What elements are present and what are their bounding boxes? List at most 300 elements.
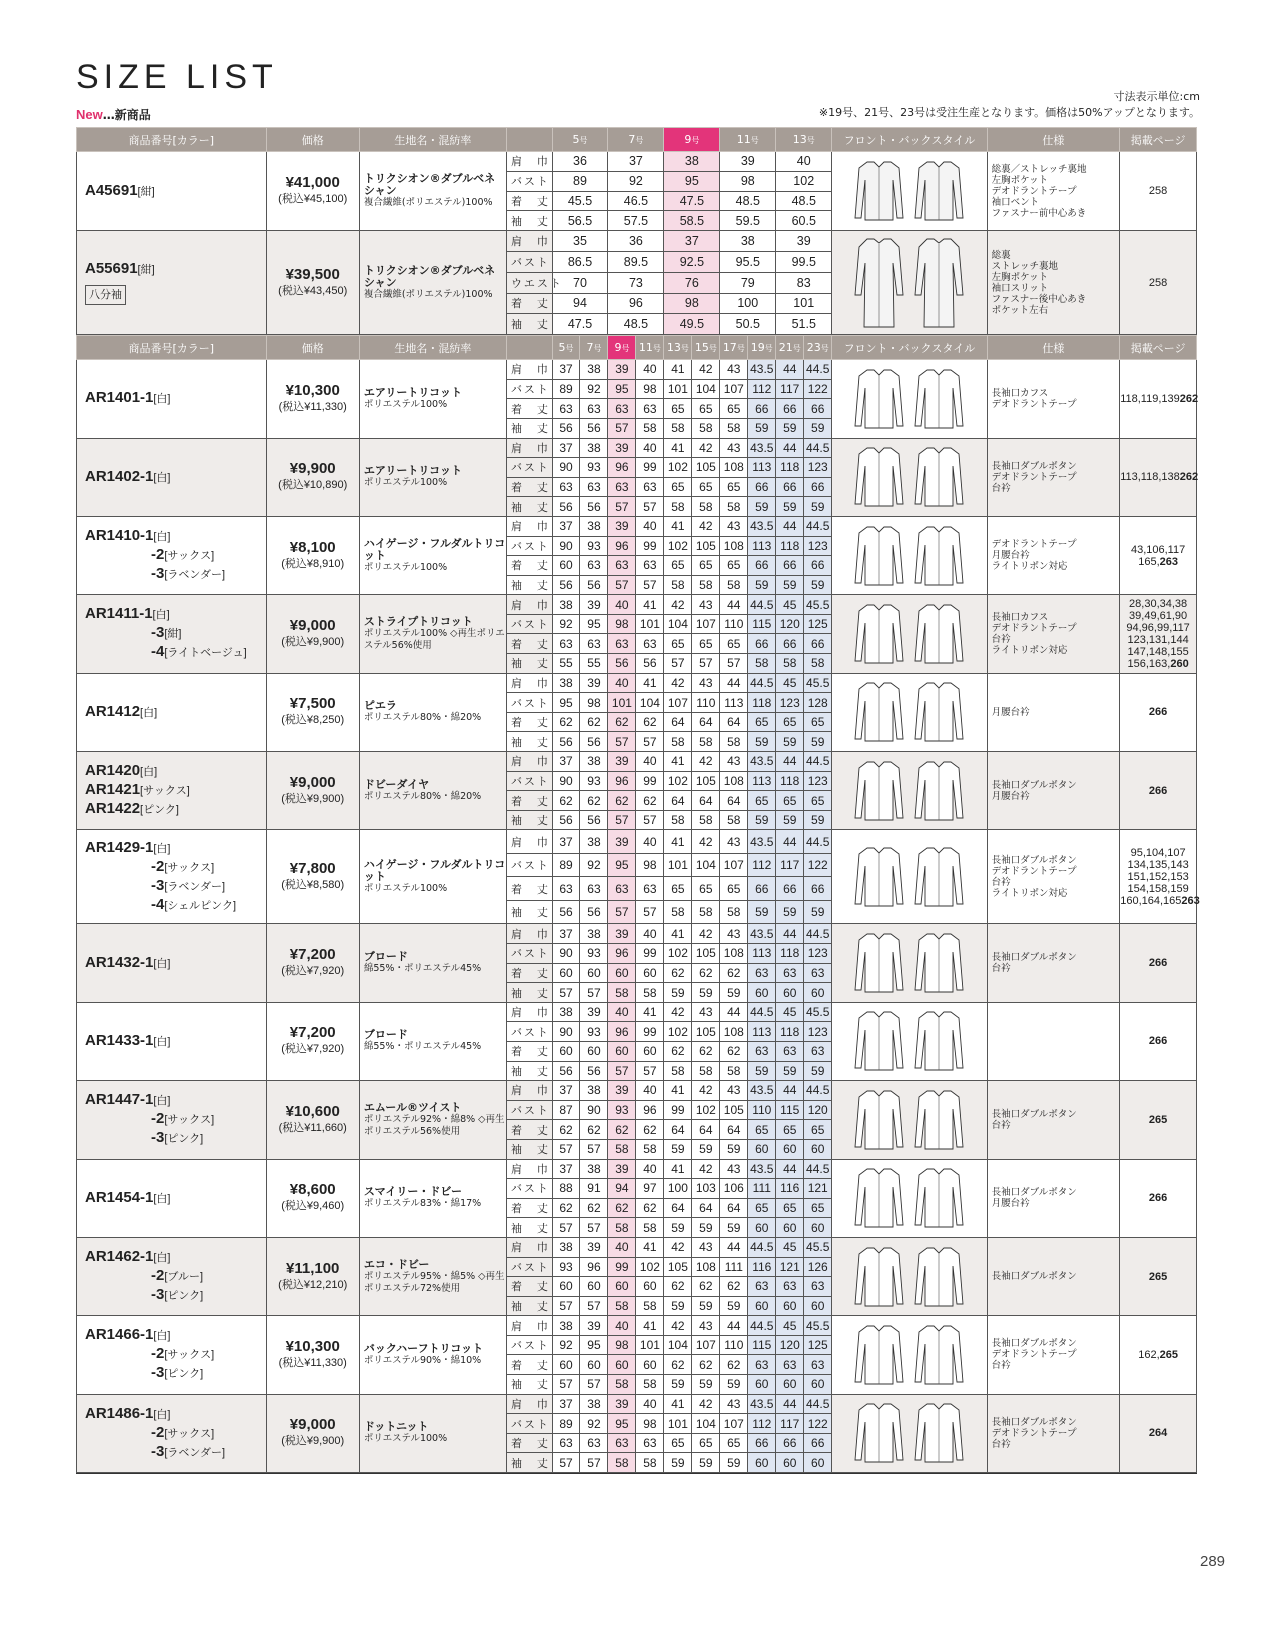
price-tax: (税込¥7,920) — [281, 1043, 345, 1056]
spec-item: デオドラントテープ — [991, 865, 1077, 877]
size-row — [77, 438, 1197, 458]
measure-value: 58 — [664, 810, 692, 830]
price-value: ¥9,900 — [289, 460, 336, 478]
measure-value: 47.5 — [552, 314, 608, 335]
measure-value: 112 — [748, 853, 776, 877]
code-color: [ラベンダー] — [164, 569, 226, 582]
measure-value: 64 — [720, 1198, 748, 1218]
measure-value: 113 — [748, 458, 776, 478]
measure-value: 62 — [580, 712, 608, 732]
code-number: AR1432-1 — [85, 953, 154, 971]
measure-value: 43.5 — [748, 516, 776, 536]
measure-value: 115 — [776, 1100, 804, 1120]
measure-label: バスト — [506, 171, 552, 191]
measure-value: 38 — [552, 1002, 580, 1022]
measure-value: 99 — [664, 1100, 692, 1120]
measure-value: 43.5 — [748, 1159, 776, 1179]
product-code-line — [85, 800, 266, 819]
measure-value: 43 — [692, 673, 720, 693]
fabric-detail: 複合繊維(ポリエステル)100% — [363, 288, 493, 300]
measure-value: 42 — [664, 1002, 692, 1022]
price-tax: (税込¥11,330) — [278, 1356, 347, 1369]
measure-value: 42 — [692, 438, 720, 458]
sleeve-tag: 八分袖 — [85, 285, 126, 305]
measure-value: 110 — [748, 1100, 776, 1120]
measure-value: 57 — [608, 575, 636, 595]
measure-value: 96 — [608, 536, 636, 556]
measure-value: 38 — [552, 595, 580, 615]
measure-value: 40 — [608, 1237, 636, 1257]
measure-value: 97 — [636, 1179, 664, 1199]
measure-value: 44 — [776, 360, 804, 380]
header-page: 掲載ページ — [1120, 128, 1197, 152]
product-pages — [1120, 1159, 1197, 1237]
measure-value: 44.5 — [804, 752, 832, 772]
fabric-detail: ポリエステル100% — [363, 477, 448, 489]
measure-value: 58 — [720, 418, 748, 438]
measure-label: バスト — [506, 536, 552, 556]
blouse-table — [76, 335, 1200, 1473]
measure-value: 56 — [552, 900, 580, 924]
style-illustration — [832, 152, 987, 231]
measure-value: 93 — [580, 1022, 608, 1042]
style-illustration — [832, 1002, 987, 1080]
code-color: [白] — [153, 957, 171, 970]
product-code — [77, 1394, 267, 1472]
fabric-name: スマイリー・ドビー — [363, 1185, 462, 1199]
product-code-line — [85, 624, 266, 643]
price-tax: (税込¥11,660) — [278, 1121, 347, 1134]
price-tax: (税込¥12,210) — [278, 1278, 348, 1291]
measure-value: 44.5 — [804, 1159, 832, 1179]
style-illustration — [832, 1081, 987, 1159]
measure-value: 110 — [692, 693, 720, 713]
measure-value: 104 — [664, 614, 692, 634]
page-number: 289 — [1200, 1553, 1226, 1570]
code-color: [紺] — [164, 628, 182, 641]
style-illustration — [832, 1316, 987, 1394]
measure-label: バスト — [506, 614, 552, 634]
measure-value: 98 — [608, 614, 636, 634]
measure-value: 60 — [748, 1453, 776, 1473]
size-suffix: 号 — [691, 136, 700, 145]
measure-value: 36 — [552, 152, 608, 172]
product-fabric — [359, 1316, 506, 1394]
code-number: -3 — [151, 1286, 165, 1304]
measure-value: 57 — [608, 497, 636, 517]
measure-value: 40 — [636, 830, 664, 854]
measure-value: 59 — [776, 1061, 804, 1081]
measure-value: 64 — [664, 791, 692, 811]
spec-item: ファスナー前中心あき — [991, 207, 1087, 219]
price-value: ¥11,100 — [286, 1259, 340, 1277]
measure-label: 着 丈 — [506, 963, 552, 983]
measure-value: 118 — [776, 1022, 804, 1042]
product-code-line — [85, 762, 266, 781]
measure-label: バスト — [506, 1100, 552, 1120]
measure-value: 89.5 — [608, 251, 664, 272]
measure-value: 66 — [748, 634, 776, 654]
measure-value: 58 — [608, 1375, 636, 1395]
code-number: AR1486-1 — [85, 1404, 154, 1422]
measure-value: 101 — [608, 693, 636, 713]
price-value: ¥10,300 — [285, 381, 340, 399]
header-size-17: 17号 — [720, 336, 748, 360]
measure-value: 58 — [636, 418, 664, 438]
code-color: [サックス] — [164, 1427, 215, 1440]
measure-value: 64 — [692, 712, 720, 732]
measure-value: 98 — [608, 1335, 636, 1355]
measure-value: 98 — [636, 1414, 664, 1434]
measure-value: 62 — [636, 791, 664, 811]
product-code-line — [85, 1267, 266, 1286]
measure-value: 60 — [636, 963, 664, 983]
measure-value: 101 — [664, 1414, 692, 1434]
spec-item: デオドラントテープ — [991, 185, 1077, 197]
code-color: [ピンク] — [140, 804, 179, 817]
measure-value: 99 — [636, 536, 664, 556]
spec-item: 月腰台衿 — [991, 790, 1030, 802]
measure-value: 39 — [580, 595, 608, 615]
header-size-13: 13号 — [664, 336, 692, 360]
pages-list: 43,106,117 165, — [1130, 543, 1186, 568]
measure-value: 56 — [580, 418, 608, 438]
measure-value: 89 — [552, 171, 608, 191]
measure-value: 57 — [608, 418, 636, 438]
code-number: AR1412 — [85, 702, 141, 720]
measure-value: 56 — [580, 497, 608, 517]
measure-value: 43 — [692, 1237, 720, 1257]
measure-value: 43.5 — [748, 752, 776, 772]
measure-value: 126 — [804, 1257, 832, 1277]
product-spec — [987, 1081, 1120, 1159]
product-spec — [987, 595, 1120, 673]
measure-value: 42 — [692, 1394, 720, 1414]
measure-value: 62 — [692, 1355, 720, 1375]
measure-value: 65 — [664, 634, 692, 654]
measure-value: 65 — [748, 712, 776, 732]
product-pages — [1120, 516, 1197, 594]
measure-value: 118 — [776, 536, 804, 556]
measure-value: 59 — [748, 418, 776, 438]
measure-value: 65 — [720, 634, 748, 654]
product-code — [77, 1002, 267, 1080]
measure-value: 59 — [804, 810, 832, 830]
measure-value: 40 — [776, 152, 832, 172]
measure-value: 95 — [664, 171, 720, 191]
measure-value: 62 — [552, 1120, 580, 1140]
measure-value: 44 — [776, 1081, 804, 1101]
spec-item: 台衿 — [991, 633, 1011, 645]
measure-value: 60 — [580, 1041, 608, 1061]
product-spec — [987, 673, 1120, 751]
new-legend — [76, 106, 151, 123]
header-size-7: 7号 — [580, 336, 608, 360]
code-color: [紺] — [137, 264, 155, 277]
measure-value: 38 — [552, 1237, 580, 1257]
measure-value: 40 — [636, 438, 664, 458]
spec-item: 台衿 — [991, 963, 1011, 975]
measure-value: 65 — [664, 477, 692, 497]
product-pages — [1120, 1002, 1197, 1080]
measure-value: 57 — [580, 1453, 608, 1473]
blouse-illustration — [849, 1322, 969, 1388]
measure-value: 64 — [664, 1120, 692, 1140]
code-number: -2 — [151, 546, 165, 564]
measure-value: 38 — [720, 231, 776, 252]
fabric-name: エコ・ドビー — [363, 1257, 430, 1271]
measure-value: 42 — [664, 673, 692, 693]
measure-value: 44 — [720, 1237, 748, 1257]
measure-value: 40 — [636, 516, 664, 536]
fabric-name: バックハーフトリコット — [363, 1341, 484, 1355]
measure-value: 98 — [636, 853, 664, 877]
measure-value: 44 — [776, 438, 804, 458]
product-price — [266, 830, 359, 924]
measure-value: 104 — [636, 693, 664, 713]
product-fabric — [359, 1159, 506, 1237]
code-color: [ブルー] — [164, 1271, 204, 1284]
measure-value: 99 — [608, 1257, 636, 1277]
measure-value: 76 — [664, 272, 720, 293]
measure-value: 59 — [664, 1453, 692, 1473]
code-color: [ラベンダー] — [164, 880, 226, 893]
header-size-21: 21号 — [776, 336, 804, 360]
measure-value: 62 — [580, 791, 608, 811]
measure-value: 63 — [636, 399, 664, 419]
measure-value: 98 — [664, 293, 720, 314]
product-spec — [987, 1316, 1120, 1394]
measure-value: 58 — [720, 810, 748, 830]
measure-label: バスト — [506, 1257, 552, 1277]
measure-value: 41 — [664, 1081, 692, 1101]
measure-value: 58 — [664, 418, 692, 438]
measure-value: 59 — [692, 1453, 720, 1473]
spec-item: 月腰台衿 — [991, 706, 1030, 718]
measure-value: 66 — [748, 1433, 776, 1453]
measure-value: 107 — [664, 693, 692, 713]
measure-value: 38 — [552, 1316, 580, 1336]
measure-value: 55 — [580, 654, 608, 674]
measure-label: バスト — [506, 458, 552, 478]
measure-label: 袖 丈 — [506, 1296, 552, 1316]
measure-value: 113 — [720, 693, 748, 713]
measure-value: 41 — [664, 830, 692, 854]
measure-value: 86.5 — [552, 251, 608, 272]
measure-value: 62 — [552, 791, 580, 811]
measure-value: 60 — [776, 1453, 804, 1473]
measure-value: 48.5 — [720, 191, 776, 211]
product-pages — [1120, 152, 1197, 231]
measure-value: 62 — [608, 1198, 636, 1218]
measure-value: 43 — [720, 1159, 748, 1179]
measure-label: バスト — [506, 944, 552, 964]
product-price — [266, 438, 359, 516]
measure-value: 59 — [692, 1139, 720, 1159]
product-spec — [987, 924, 1120, 1002]
product-code-line — [85, 1364, 266, 1383]
size-suffix: 号 — [565, 344, 574, 354]
measure-value: 63 — [580, 399, 608, 419]
measure-value: 58 — [608, 983, 636, 1003]
measure-value: 62 — [552, 1198, 580, 1218]
measure-value: 44.5 — [748, 1316, 776, 1336]
size-row — [77, 1081, 1197, 1101]
measure-value: 62 — [692, 963, 720, 983]
code-number: -2 — [151, 1267, 165, 1285]
measure-value: 59 — [748, 732, 776, 752]
pages-main: 266 — [1148, 1035, 1168, 1048]
measure-value: 57 — [580, 1218, 608, 1238]
measure-value: 59 — [748, 575, 776, 595]
measure-value: 63 — [580, 556, 608, 576]
measure-label: 着 丈 — [506, 477, 552, 497]
product-price — [266, 1394, 359, 1472]
measure-value: 65 — [664, 556, 692, 576]
measure-value: 39 — [608, 830, 636, 854]
measure-value: 66 — [804, 1433, 832, 1453]
measure-value: 59 — [720, 1139, 748, 1159]
measure-value: 65 — [692, 477, 720, 497]
code-color: [白] — [153, 1035, 171, 1048]
measure-value: 65 — [720, 877, 748, 901]
price-tax: (税込¥8,250) — [281, 714, 345, 727]
measure-value: 113 — [748, 771, 776, 791]
measure-value: 62 — [608, 712, 636, 732]
measure-value: 43.5 — [748, 360, 776, 380]
measure-value: 101 — [636, 1335, 664, 1355]
measure-label: 肩 巾 — [506, 830, 552, 854]
code-color: [サックス] — [140, 785, 190, 798]
measure-label: 肩 巾 — [506, 752, 552, 772]
measure-value: 65 — [720, 399, 748, 419]
measure-value: 99 — [636, 771, 664, 791]
measure-value: 122 — [804, 1414, 832, 1434]
spec-item: デオドラントテープ — [991, 1349, 1077, 1361]
product-price — [266, 924, 359, 1002]
measure-label: 袖 丈 — [506, 732, 552, 752]
measure-value: 63 — [608, 634, 636, 654]
measure-value: 117 — [776, 1414, 804, 1434]
spec-item: デオドラントテープ — [991, 398, 1077, 410]
fabric-name: トリクシオン®ダブルベネシャン — [363, 263, 496, 289]
measure-value: 105 — [692, 771, 720, 791]
measure-value: 59 — [804, 900, 832, 924]
measure-value: 83 — [776, 272, 832, 293]
measure-value: 44.5 — [748, 673, 776, 693]
measure-value: 65 — [776, 1198, 804, 1218]
measure-value: 48.5 — [608, 314, 664, 335]
measure-value: 104 — [664, 1335, 692, 1355]
measure-value: 108 — [720, 1022, 748, 1042]
measure-label: 肩 巾 — [506, 1081, 552, 1101]
measure-label: 袖 丈 — [506, 654, 552, 674]
product-code-line — [85, 703, 266, 722]
product-code — [77, 830, 267, 924]
measure-value: 59 — [720, 1218, 748, 1238]
measure-value: 93 — [580, 944, 608, 964]
pages-main: 265 — [1148, 1113, 1168, 1126]
measure-value: 39 — [608, 752, 636, 772]
measure-value: 65 — [692, 1433, 720, 1453]
code-color: [サックス] — [164, 861, 215, 874]
style-illustration — [832, 1237, 987, 1315]
measure-value: 92 — [552, 614, 580, 634]
measure-value: 62 — [720, 1355, 748, 1375]
product-fabric — [359, 1081, 506, 1159]
measure-value: 108 — [720, 944, 748, 964]
measure-value: 58 — [692, 575, 720, 595]
fabric-detail: ポリエステル92%・綿8% ◇再生ポリエステル56%使用 — [363, 1113, 505, 1137]
measure-value: 57 — [552, 1453, 580, 1473]
measure-value: 38 — [580, 360, 608, 380]
code-number: AR1462-1 — [85, 1248, 154, 1266]
product-spec — [987, 1237, 1120, 1315]
measure-value: 123 — [804, 536, 832, 556]
measure-value: 60 — [552, 1355, 580, 1375]
measure-value: 58 — [664, 900, 692, 924]
measure-label: 着 丈 — [506, 1433, 552, 1453]
measure-value: 37 — [552, 752, 580, 772]
measure-value: 44.5 — [748, 1237, 776, 1257]
measure-value: 44 — [720, 673, 748, 693]
measure-value: 60 — [608, 1041, 636, 1061]
product-spec — [987, 752, 1120, 830]
measure-value: 42 — [692, 1159, 720, 1179]
measure-value: 37 — [552, 360, 580, 380]
code-color: [シェルピンク] — [164, 899, 237, 912]
measure-label: 肩 巾 — [506, 595, 552, 615]
order-note: ※19号、21号、23号は受注生産となります。価格は50%アップとなります。 — [818, 106, 1200, 119]
measure-value: 65 — [664, 399, 692, 419]
measure-value: 66 — [804, 399, 832, 419]
header-label-blank — [506, 128, 552, 152]
measure-value: 40 — [636, 924, 664, 944]
fabric-detail: 綿55%・ポリエステル45% — [363, 1041, 482, 1053]
measure-value: 63 — [552, 477, 580, 497]
header-spec: 仕様 — [987, 128, 1120, 152]
measure-value: 113 — [748, 944, 776, 964]
style-illustration — [832, 231, 987, 335]
code-number: AR1401-1 — [85, 389, 154, 407]
measure-value: 108 — [720, 458, 748, 478]
measure-value: 116 — [748, 1257, 776, 1277]
size-table — [76, 127, 1200, 1474]
measure-value: 96 — [608, 293, 664, 314]
measure-value: 58 — [720, 575, 748, 595]
measure-value: 41 — [664, 1159, 692, 1179]
measure-value: 92 — [580, 853, 608, 877]
measure-value: 94 — [608, 1179, 636, 1199]
code-color: [白] — [153, 471, 171, 484]
measure-value: 42 — [692, 752, 720, 772]
measure-value: 41 — [636, 595, 664, 615]
code-number: AR1447-1 — [85, 1091, 154, 1109]
measure-value: 60 — [636, 1041, 664, 1061]
price-value: ¥9,000 — [289, 773, 336, 791]
measure-value: 43.5 — [748, 438, 776, 458]
product-price — [266, 673, 359, 751]
measure-value: 63 — [580, 1433, 608, 1453]
code-number: AR1420 — [85, 762, 141, 780]
fabric-detail: ポリエステル90%・綿10% — [363, 1354, 482, 1366]
measure-value: 60 — [748, 983, 776, 1003]
measure-value: 59 — [664, 1218, 692, 1238]
product-spec — [987, 438, 1120, 516]
fabric-name: エアリートリコット — [363, 464, 462, 478]
measure-value: 60 — [804, 1139, 832, 1159]
style-illustration — [832, 752, 987, 830]
